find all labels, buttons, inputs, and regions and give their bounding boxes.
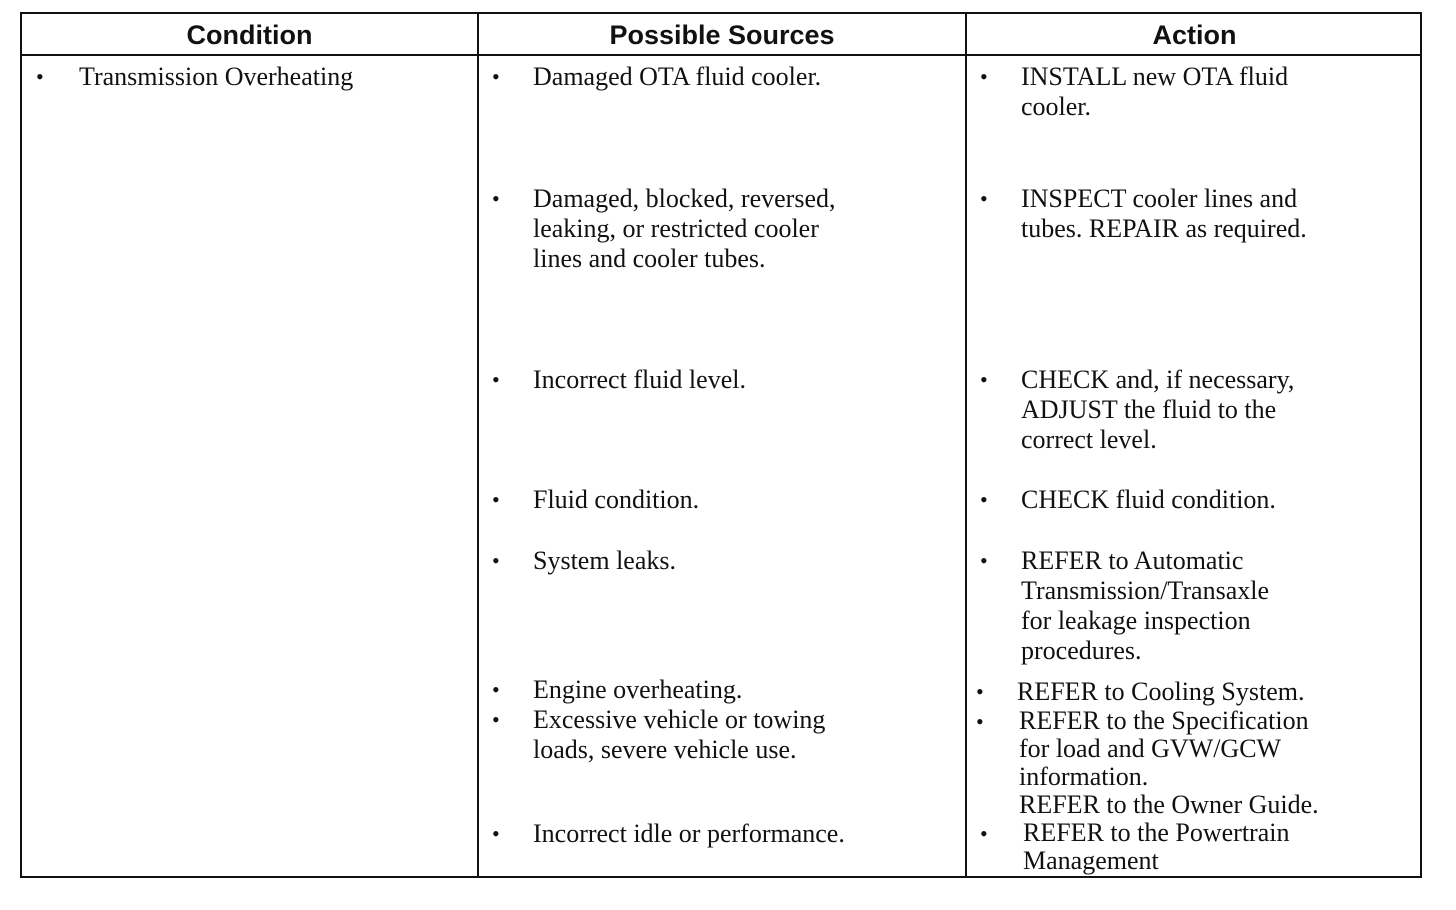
bullet-icon: • — [492, 707, 500, 732]
column-divider-1 — [477, 14, 479, 876]
bullet-icon: • — [492, 677, 500, 702]
bullet-icon: • — [980, 64, 988, 89]
header-divider — [22, 54, 1420, 56]
source-item: Excessive vehicle or towing loads, severe vehicle use. — [533, 705, 826, 764]
bullet-icon: • — [976, 709, 984, 734]
troubleshooting-table — [20, 12, 1422, 878]
bullet-icon: • — [980, 548, 988, 573]
bullet-icon: • — [36, 64, 44, 89]
header-action: Action — [1152, 20, 1237, 50]
bullet-icon: • — [492, 186, 500, 211]
bullet-icon: • — [492, 548, 500, 573]
bullet-icon: • — [980, 186, 988, 211]
header-condition: Condition — [186, 20, 313, 50]
bullet-icon: • — [980, 487, 988, 512]
bullet-icon: • — [492, 821, 500, 846]
condition-text: Transmission Overheating — [79, 62, 354, 91]
action-item: REFER to Automatic Transmission/Transaxle for leakage inspection procedures. — [1021, 546, 1270, 665]
bullet-icon: • — [492, 487, 500, 512]
bullet-icon: • — [980, 821, 988, 846]
action-item: CHECK fluid condition. — [1021, 485, 1276, 514]
bullet-icon: • — [492, 64, 500, 89]
action-item: REFER to the Powertrain Management — [1023, 818, 1290, 875]
action-item: REFER to the Specification for load and GVW/GCW information. REFER to the Owner Guide. — [1019, 706, 1319, 819]
action-item: REFER to Cooling System. — [1017, 677, 1305, 706]
column-divider-2 — [965, 14, 967, 876]
source-item: Engine overheating. — [533, 675, 743, 704]
action-item: CHECK and, if necessary, ADJUST the fluid to the correct level. — [1021, 365, 1295, 454]
source-item: Incorrect fluid level. — [533, 365, 746, 394]
bullet-icon: • — [492, 367, 500, 392]
action-item: INSTALL new OTA fluid cooler. — [1021, 62, 1289, 121]
source-item: Damaged OTA fluid cooler. — [533, 62, 822, 91]
action-item: INSPECT cooler lines and tubes. REPAIR as required. — [1021, 184, 1307, 243]
header-possible-sources: Possible Sources — [609, 20, 835, 50]
bullet-icon: • — [976, 679, 984, 704]
source-item: Damaged, blocked, reversed, leaking, or restricted cooler lines and cooler tubes. — [533, 184, 836, 273]
source-item: System leaks. — [533, 546, 676, 575]
source-item: Fluid condition. — [533, 485, 700, 514]
source-item: Incorrect idle or performance. — [533, 819, 845, 848]
bullet-icon: • — [980, 367, 988, 392]
